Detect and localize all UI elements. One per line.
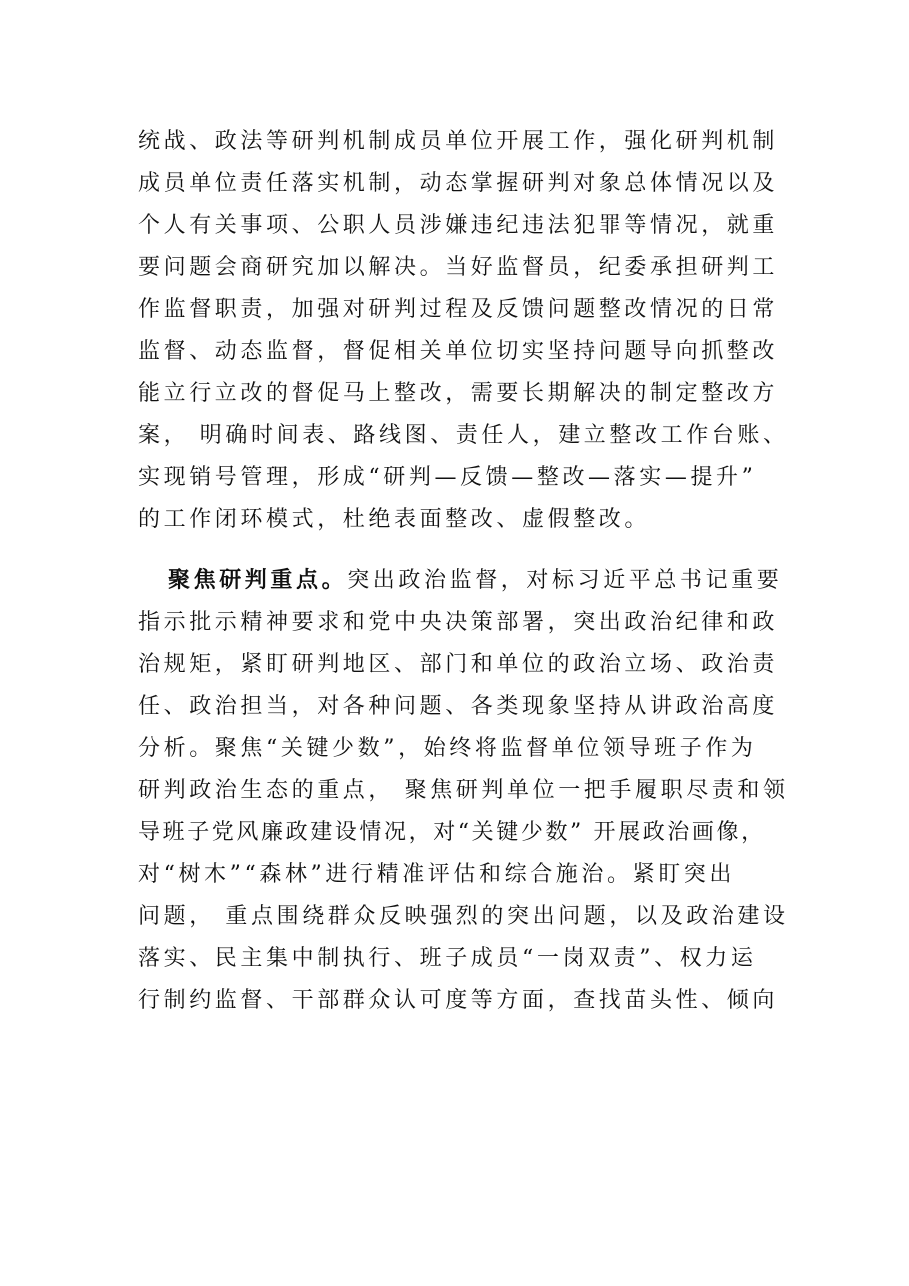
body-text xyxy=(138,121,798,1022)
paragraph-spacer xyxy=(138,541,798,560)
paragraph-1 xyxy=(138,121,798,541)
text-line-first xyxy=(138,560,798,602)
text-line: 能立行立改的督促马上整改，需要长期解决的制定整改方 xyxy=(138,381,779,406)
text-run: 突出政治监督，对标习近平总书记重要 xyxy=(347,568,783,593)
text-line: 实现销号管理，形成“研判—反馈—整改—落实—提升” xyxy=(138,465,757,490)
text-line: 作监督职责，加强对研判过程及反馈问题整改情况的日常 xyxy=(138,297,779,322)
text-line: 成员单位责任落实机制，动态掌握研判对象总体情况以及 xyxy=(138,171,779,196)
text-line: 指示批示精神要求和党中央决策部署，突出政治纪律和政 xyxy=(138,610,779,635)
text-line: 导班子党风廉政建设情况，对“关键少数” 开展政治画像， xyxy=(138,820,766,845)
text-line: 问题， 重点围绕群众反映强烈的突出问题，以及政治建设 xyxy=(138,904,789,929)
text-line: 行制约监督、干部群众认可度等方面，查找苗头性、倾向 xyxy=(138,988,779,1013)
text-line: 研判政治生态的重点， 聚焦研判单位一把手履职尽责和领 xyxy=(138,778,789,803)
text-line: 要问题会商研究加以解决。当好监督员，纪委承担研判工 xyxy=(138,255,779,280)
text-line: 任、政治担当，对各种问题、各类现象坚持从讲政治高度 xyxy=(138,694,779,719)
text-line: 个人有关事项、公职人员涉嫌违纪违法犯罪等情况，就重 xyxy=(138,213,779,238)
text-line: 对“树木”“森林”进行精准评估和综合施治。紧盯突出 xyxy=(138,862,735,887)
text-line: 落实、民主集中制执行、班子成员“一岗双责”、权力运 xyxy=(138,946,757,971)
paragraph-heading: 聚焦研判重点。 xyxy=(168,568,348,593)
text-line: 治规矩，紧盯研判地区、部门和单位的政治立场、政治责 xyxy=(138,652,779,677)
text-line: 案， 明确时间表、路线图、责任人，建立整改工作台账、 xyxy=(138,423,789,448)
text-line: 监督、动态监督，督促相关单位切实坚持问题导向抓整改 xyxy=(138,339,779,364)
text-line: 分析。聚焦“关键少数”，始终将监督单位领导班子作为 xyxy=(138,736,757,761)
text-line: 统战、政法等研判机制成员单位开展工作，强化研判机制 xyxy=(138,129,779,154)
paragraph-2 xyxy=(138,560,798,1022)
text-line: 的工作闭环模式，杜绝表面整改、虚假整改。 xyxy=(138,507,651,532)
